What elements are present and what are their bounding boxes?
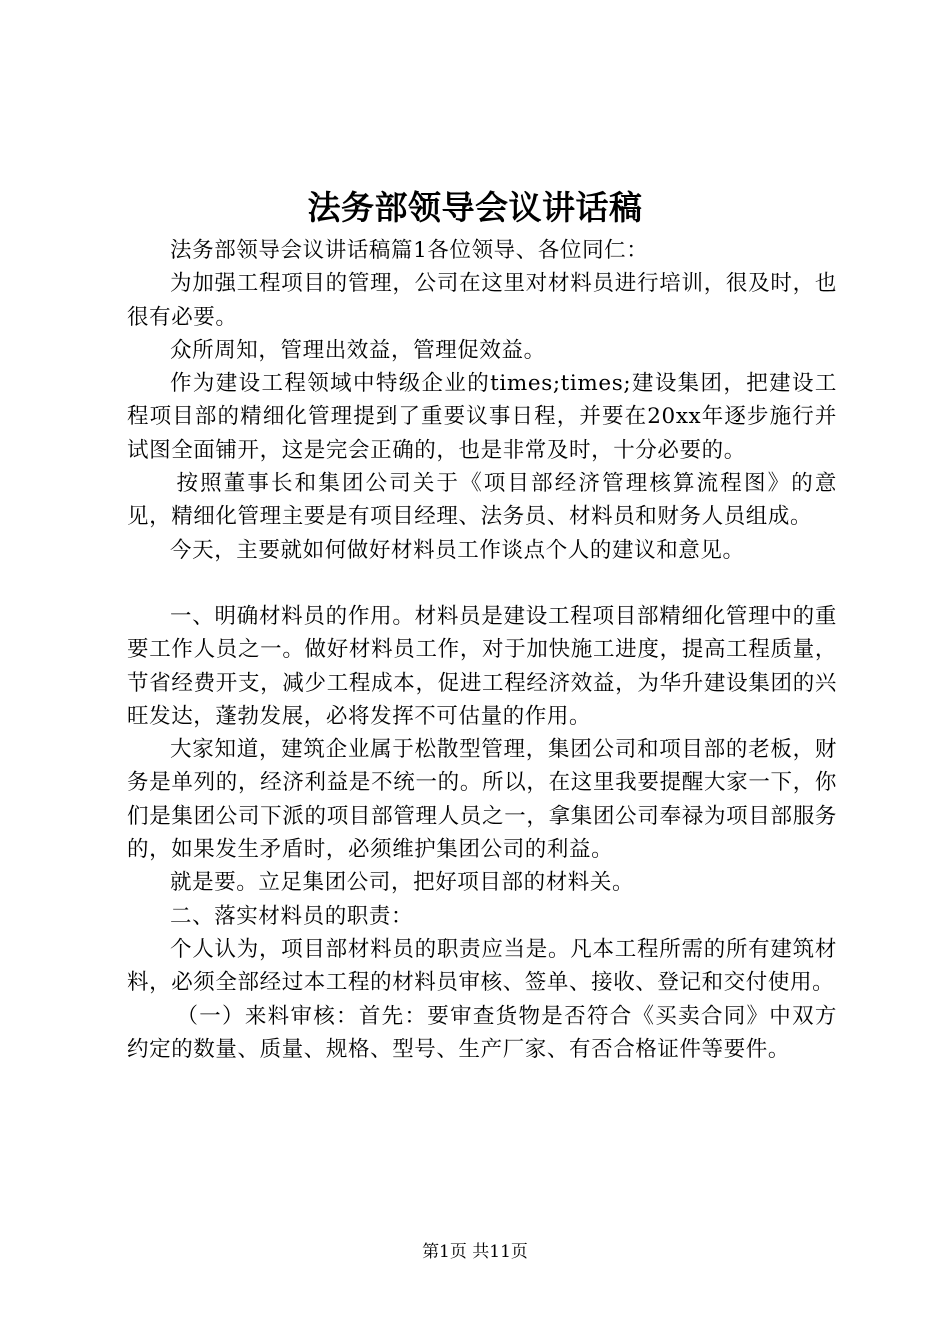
paragraph: 今天，主要就如何做好材料员工作谈点个人的建议和意见。 bbox=[170, 537, 745, 563]
paragraph: 众所周知，管理出效益，管理促效益。 bbox=[170, 337, 546, 363]
paragraph: 按照董事长和集团公司关于《项目部经济管理核算流程图》的意见，精细化管理主要是有项目经理、法务员、材料员和财务人员组成。 bbox=[127, 471, 837, 530]
paragraph: 大家知道，建筑企业属于松散型管理，集团公司和项目部的老板，财务是单列的，经济利益是不统一的。所以，在这里我要提醒大家一下，你们是集团公司下派的项目部管理人员之一，拿集团公司奉禄为项目部服务的，如果发生矛盾时，必须维护集团公司的利益。 bbox=[127, 737, 837, 863]
paragraph: 法务部领导会议讲话稿篇1各位领导、各位同仁： bbox=[170, 238, 649, 263]
paragraph: 一、明确材料员的作用。材料员是建设工程项目部精细化管理中的重要工作人员之一。做好材料员工作，对于加快施工进度，提高工程质量，节省经费开支，减少工程成本，促进工程经济效益，为华升建设集团的兴旺发达，蓬勃发展，必将发挥不可估量的作用。 bbox=[127, 603, 837, 729]
paragraph: 二、落实材料员的职责： bbox=[170, 903, 414, 929]
paragraph: （一）来料审核：首先：要审查货物是否符合《买卖合同》中双方约定的数量、质量、规格、型号、生产厂家、有否合格证件等要件。 bbox=[127, 1003, 837, 1062]
paragraph: 作为建设工程领域中特级企业的times;times;建设集团，把建设工程项目部的精细化管理提到了重要议事日程，并要在20xx年逐步施行并试图全面铺开，这是完会正确的，也是非常及时，十分必要的。 bbox=[127, 371, 837, 463]
page-number-footer: 第1页 共11页 bbox=[422, 1242, 528, 1262]
document-body bbox=[127, 234, 837, 1066]
paragraph: 个人认为，项目部材料员的职责应当是。凡本工程所需的所有建筑材料，必须全部经过本工程的材料员审核、签单、接收、登记和交付使用。 bbox=[127, 936, 837, 996]
paragraph: 为加强工程项目的管理，公司在这里对材料员进行培训，很及时，也很有必要。 bbox=[127, 271, 837, 330]
document-title: 法务部领导会议讲话稿 bbox=[307, 188, 643, 227]
paragraph: 就是要。立足集团公司，把好项目部的材料关。 bbox=[170, 870, 635, 896]
